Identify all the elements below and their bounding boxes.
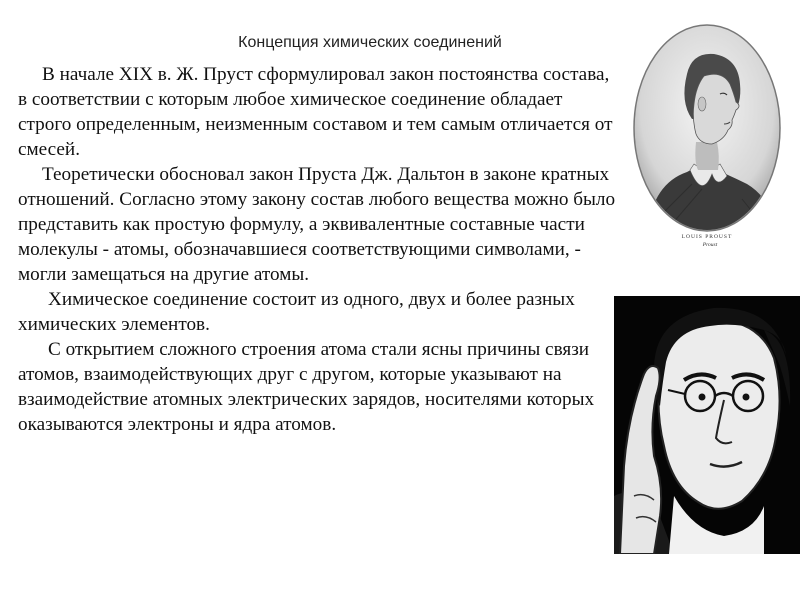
proust-portrait <box>632 24 782 256</box>
slide-body-text <box>18 62 618 437</box>
paragraph-compound-definition: Химическое соединение состоит из одного, двух и более разных химических элементов. <box>18 289 575 335</box>
proust-caption-sub: Proust <box>702 242 718 248</box>
paragraph-dalton-law: Теоретически обосновал закон Пруста Дж. Дальтон в законе кратных отношений. Согласно этому закону состав любого вещества можно было представить как простую формулу, а эквивалентные составные части молекулы - атомы, обозначавшиеся соответствующими символами, - могли замещаться на другие атомы. <box>18 164 616 285</box>
paragraph-proust-law: В начале XIX в. Ж. Пруст сформулировал закон постоянства состава, в соответствии с которым любое химическое соединение обладает строго определенным, неизменным составом и тем самым отличается от смесей. <box>18 64 613 160</box>
proust-caption: LOUIS PROUST <box>681 234 733 240</box>
slide-title: Концепция химических соединений <box>238 34 502 51</box>
dalton-portrait <box>614 296 800 554</box>
paragraph-atom-structure: С открытием сложного строения атома стали ясны причины связи атомов, взаимодействующих друг с другом, которые указывают на взаимодействие атомных электрических зарядов, носителями которых оказываются электроны и ядра атомов. <box>18 339 595 435</box>
